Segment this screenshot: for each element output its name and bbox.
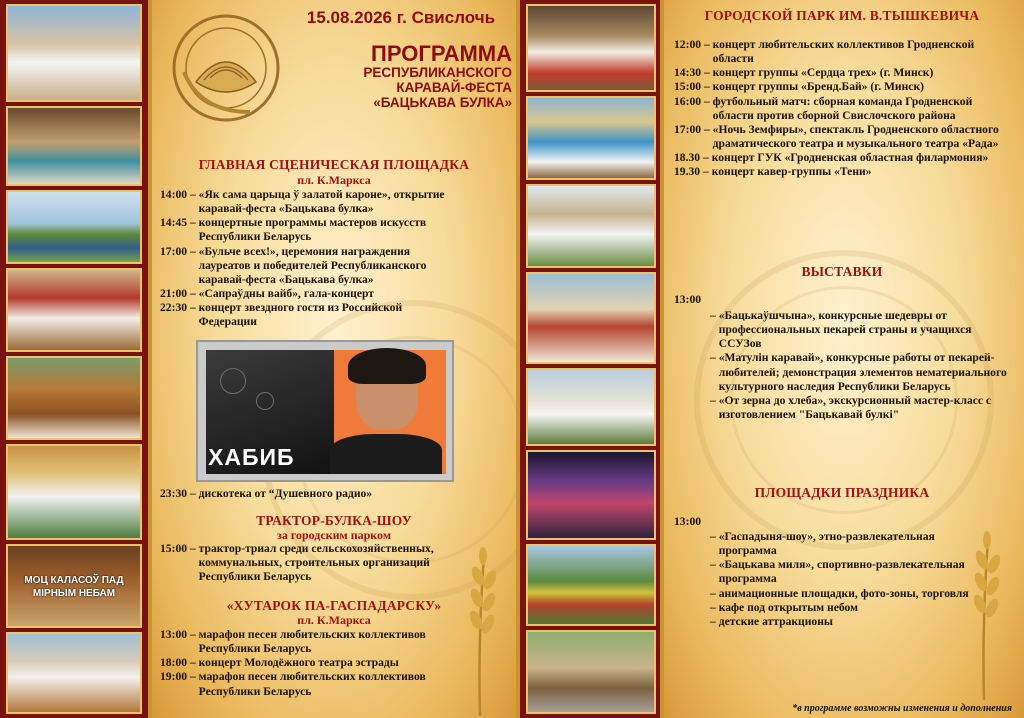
exhibitions-title: ВЫСТАВКИ: [801, 264, 883, 279]
title-line-1: ПРОГРАММА: [371, 41, 512, 66]
schedule-item: 14:30 – концерт группы «Сердца трех» (г. Минск): [674, 66, 934, 80]
schedule-item: 15:00 – трактор-триал среди сельскохозяйственных, коммунальных, строительных организаций Республики Беларусь: [160, 542, 434, 584]
photo-bread-stall: [6, 106, 142, 186]
photo-football: [526, 544, 656, 626]
star-guest-promo: [196, 340, 454, 482]
list-item: – анимационные площадки, фото-зоны, торговля: [710, 586, 969, 600]
photo-folk-girl: [6, 444, 142, 540]
schedule-item: 18:00 – концерт Молодёжного театра эстрады: [160, 656, 399, 670]
program-footnote: *в программе возможны изменения и дополнения: [792, 703, 1012, 714]
photo-column-middle: [520, 0, 660, 718]
khutorok-title: «ХУТАРОК ПА-ГАСПАДАРСКУ»: [226, 598, 442, 613]
list-item: – «Матулін каравай», конкурсные работы от пекарей-любителей; демонстрация элементов нематериального культурного наследия Республики Беларусь: [710, 351, 1007, 393]
main-stage-schedule: [160, 188, 448, 329]
photo-banner: [6, 544, 142, 628]
schedule-item: 17:00 – «Бульче всех!», церемония награждения лауреатов и победителей Республиканского каравай-феста «Бацькава булка»: [160, 244, 427, 286]
venues-time: 13:00: [674, 515, 702, 528]
schedule-item: 22:30 – концерт звездного гостя из Российской Федерации: [160, 301, 403, 329]
schedule-item: 18.30 – концерт ГУК «Гродненская областная филармония»: [674, 151, 989, 165]
schedule-item: 23:30 – дискотека от “Душевного радио»: [160, 487, 373, 500]
event-city: г. Свислочь: [396, 8, 496, 27]
photo-girl-bread: [526, 96, 656, 180]
program-panel-left: [148, 0, 520, 718]
event-date: 15.08.2026: [306, 8, 393, 27]
guest-portrait-hair: [348, 348, 426, 384]
schedule-item: 14:00 – «Як сама царыца ў залатой кароне», открытие каравай-феста «Бацькава булка»: [160, 188, 445, 216]
photo-concert-crowd: [526, 450, 656, 540]
exhibitions-time: 13:00: [674, 293, 702, 306]
schedule-item: 13:00 – марафон песен любительских коллективов Республики Беларусь: [160, 628, 426, 656]
schedule-item: 21:00 – «Сапраўдны вайб», гала-концерт: [160, 286, 374, 300]
photo-bakers: [6, 4, 142, 102]
schedule-item: 17:00 – «Ночь Земфиры», спектакль Гродненского областного драматического театра и музыкального театра «Рада»: [674, 122, 999, 150]
wheat-ornament: [450, 536, 510, 716]
photo-accordion: [526, 184, 656, 268]
event-date-line: [286, 8, 516, 28]
photo-folk-couple: [526, 4, 656, 92]
title-line-4: «БАЦЬКАВА БУЛКА»: [373, 94, 512, 110]
tractor-show-location: за городским парком: [277, 528, 391, 542]
khutorok-location: пл. К.Маркса: [297, 613, 371, 627]
festival-logo: [170, 12, 282, 124]
city-park-title: ГОРОДСКОЙ ПАРК ИМ. В.ТЫШКЕВИЧА: [704, 8, 980, 23]
star-guest-name: ХАБИБ: [208, 444, 295, 470]
title-line-3: КАРАВАЙ-ФЕСТА: [396, 80, 512, 96]
promo-circle-decor: [220, 368, 246, 394]
venues-list: [710, 530, 980, 629]
photo-choir: [526, 368, 656, 446]
khutorok-schedule: [160, 628, 448, 699]
title-line-2: РЕСПУБЛИКАНСКОГО: [363, 65, 512, 81]
photo-bread-sculpture: [6, 356, 142, 440]
photo-banner-text: МОЦ КАЛАСОЎ ПАД МІРНЫМ НЕБАМ: [24, 575, 124, 599]
promo-circle-decor: [256, 392, 274, 410]
late-schedule: [160, 487, 460, 501]
guest-portrait-body: [330, 434, 442, 474]
schedule-item: 19.30 – концерт кавер-группы «Тени»: [674, 165, 872, 179]
photo-bread-table: [526, 272, 656, 364]
list-item: – кафе под открытым небом: [710, 600, 858, 614]
photo-woman-folk: [6, 268, 142, 352]
wheat-ornament: [954, 520, 1014, 700]
schedule-item: 19:00 – марафон песен любительских коллективов Республики Беларусь: [160, 670, 426, 698]
schedule-item: 14:45 – концертные программы мастеров искусств Республики Беларусь: [160, 216, 427, 244]
list-item: – «Бацькава миля», спортивно-развлекательная программа: [710, 558, 965, 586]
list-item: – детские аттракционы: [710, 614, 833, 628]
program-panel-right: [660, 0, 1024, 718]
list-item: – «Бацькаўшчына», конкурсные шедевры от профессиональных пекарей страны и учащихся ССУЗов: [710, 309, 972, 351]
photo-people-bread: [6, 632, 142, 714]
schedule-item: 15:00 – концерт группы «Бренд.Бай» (г. Минск): [674, 80, 924, 94]
photo-column-left: [0, 0, 148, 718]
main-stage-title: ГЛАВНАЯ СЦЕНИЧЕСКАЯ ПЛОЩАДКА: [198, 157, 470, 172]
list-item: – «Гаспадыня-шоу», этно-развлекательная программа: [710, 530, 935, 558]
schedule-item: 12:00 – концерт любительских коллективов Гродненской области: [674, 38, 975, 66]
program-title: [302, 42, 512, 111]
tractor-show-title: ТРАКТОР-БУЛКА-ШОУ: [256, 513, 412, 528]
photo-sack-race: [526, 630, 656, 714]
schedule-item: 16:00 – футбольный матч: сборная команда Гродненской области против сборной Свислочского района: [674, 94, 973, 122]
city-park-schedule: [674, 38, 1004, 179]
tractor-show-schedule: [160, 542, 470, 584]
photo-tractor: [6, 190, 142, 264]
main-stage-location: пл. К.Маркса: [297, 173, 371, 187]
venues-title: ПЛОЩАДКИ ПРАЗДНИКА: [754, 485, 930, 500]
exhibitions-list: [710, 309, 1010, 422]
list-item: – «От зерна до хлеба», экскурсионный мастер-класс с изготовлением "Бацькавай булкі": [710, 393, 992, 421]
